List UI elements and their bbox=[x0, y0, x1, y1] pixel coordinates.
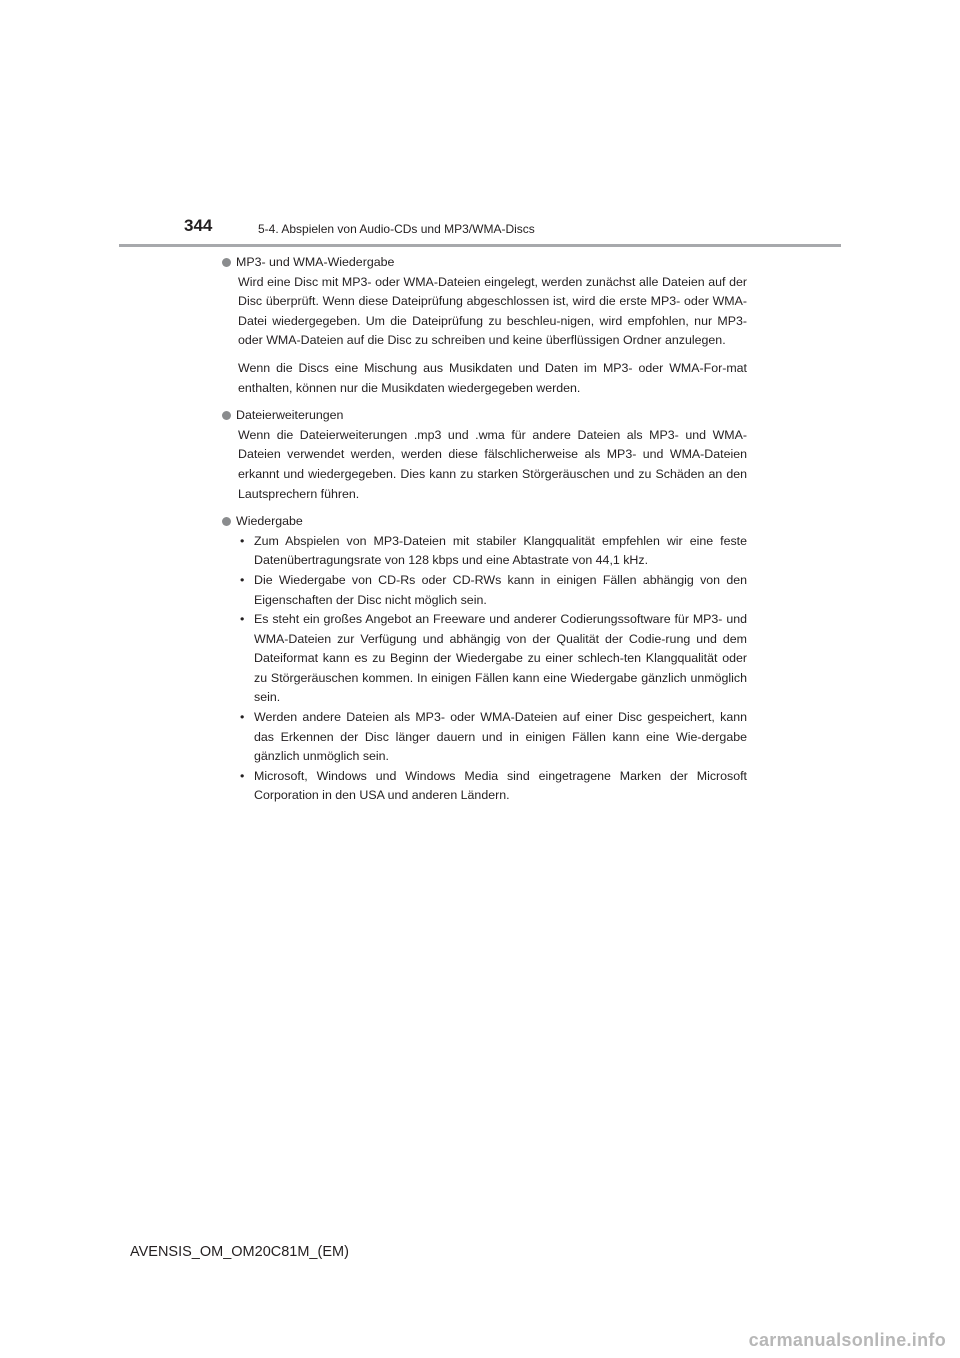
list-item-text: Microsoft, Windows und Windows Media sind eingetragene Marken der Microsoft Corporation in den USA und anderen Ländern. bbox=[254, 768, 747, 803]
section-title: 5-4. Abspielen von Audio-CDs und MP3/WMA-Discs bbox=[258, 222, 535, 236]
section-heading bbox=[222, 253, 747, 273]
dot-bullet-icon: • bbox=[240, 710, 245, 725]
dot-bullet-icon: • bbox=[240, 572, 245, 587]
dot-bullet-icon: • bbox=[240, 612, 245, 627]
list-item bbox=[238, 610, 747, 708]
section-heading bbox=[222, 406, 747, 426]
section-heading-text: MP3- und WMA-Wiedergabe bbox=[236, 255, 395, 269]
header-divider bbox=[119, 244, 841, 247]
circle-bullet-icon bbox=[222, 517, 231, 526]
list-item bbox=[238, 767, 747, 806]
bullet-list bbox=[222, 532, 747, 806]
paragraph: Wird eine Disc mit MP3- oder WMA-Dateien eingelegt, werden zunächst alle Dateien auf der Disc überprüft. Wenn diese Dateiprüfung abgeschlossen ist, wird die erste MP3- oder WMA-Datei wiedergegeben. Um die Dateiprüfung zu beschleu-nigen, wird empfohlen, nur MP3- oder WMA-Dateien auf die Disc zu schreiben und keine überflüssigen Ordner anzulegen. bbox=[238, 274, 747, 348]
section-heading-text: Dateierweiterungen bbox=[236, 408, 344, 423]
list-item-text: Werden andere Dateien als MP3- oder WMA-Dateien auf einer Disc gespeichert, kann das Erkennen der Disc länger dauern und in einigen Fällen kann eine Wie-dergabe gänzlich unmöglich sein. bbox=[254, 710, 747, 764]
section-heading bbox=[222, 512, 747, 532]
section-heading-text: Wiedergabe bbox=[236, 514, 303, 529]
list-item bbox=[238, 532, 747, 571]
paragraph: Wenn die Dateierweiterungen .mp3 und .wma für andere Dateien als MP3- und WMA-Dateien verwendet werden, werden diese fälschlicherweise als MP3- und WMA-Dateien erkannt und wiedergegeben. Dies kann zu starken Störgeräuschen und zu Schäden an den Lautsprechern führen. bbox=[238, 427, 747, 501]
watermark[interactable]: carmanualsonline.info bbox=[748, 1330, 946, 1350]
list-item-text: Es steht ein großes Angebot an Freeware und anderer Codierungssoftware für MP3- und WMA-Dateien zur Verfügung und abhängig von der Qualität der Codie-rung und dem Dateiformat kann es zu Beginn der Wiedergabe zu einer schlech-ten Klangqualität oder zu Störgeräuschen kommen. In einigen Fällen kann eine Wiedergabe gänzlich unmöglich sein. bbox=[254, 612, 747, 705]
section-mp3-wma-playback bbox=[222, 253, 747, 398]
section-playback bbox=[222, 512, 747, 806]
dot-bullet-icon: • bbox=[240, 533, 245, 548]
dot-bullet-icon: • bbox=[240, 768, 245, 783]
page-number: 344 bbox=[184, 216, 213, 235]
list-item-text: Die Wiedergabe von CD-Rs oder CD-RWs kann in einigen Fällen abhängig von den Eigenschaften der Disc nicht möglich sein. bbox=[254, 572, 747, 607]
list-item bbox=[238, 708, 747, 767]
paragraph: Wenn die Discs eine Mischung aus Musikdaten und Daten im MP3- oder WMA-For-mat enthalten, können nur die Musikdaten wiedergegeben werden. bbox=[238, 360, 747, 395]
circle-bullet-icon bbox=[222, 258, 231, 267]
section-file-extensions bbox=[222, 406, 747, 504]
list-item bbox=[238, 571, 747, 610]
page-header bbox=[0, 0, 960, 250]
page-content bbox=[222, 253, 747, 814]
document-code: AVENSIS_OM_OM20C81M_(EM) bbox=[130, 1244, 349, 1260]
list-item-text: Zum Abspielen von MP3-Dateien mit stabiler Klangqualität empfehlen wir eine feste Datenübertragungsrate von 128 kbps und eine Abtastrate von 44,1 kHz. bbox=[254, 533, 747, 568]
circle-bullet-icon bbox=[222, 411, 231, 420]
